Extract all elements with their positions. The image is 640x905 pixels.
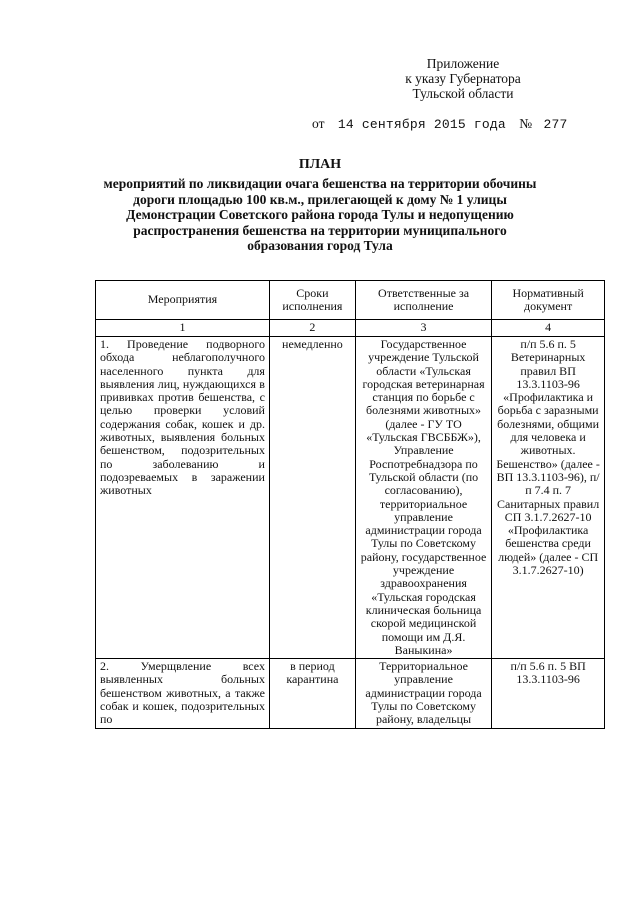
order-number-sign: № xyxy=(519,116,533,131)
column-number-row xyxy=(96,320,605,337)
order-number: 277 xyxy=(543,117,568,132)
column-number: 4 xyxy=(492,320,605,337)
table-row xyxy=(96,659,605,728)
table-header-row xyxy=(96,281,605,320)
appendix-block xyxy=(378,56,548,101)
row-responsible: Государственное учреждение Тульской области «Тульская городская ветеринарная станция по борьбе с болезнями животных» (далее - ГУ ТО «Тульская ГВСББЖ»), Управление Роспотребнадзора по Тульской области (по согласованию), территориальное управление администрации города Тулы по Советскому району, государственное учреждение здравоохранения «Тульская городская клиническая больница скорой медицинской помощи им Д.Я. Ваныкина» xyxy=(355,337,491,659)
row-term: немедленно xyxy=(269,337,355,659)
header-document: Нормативный документ xyxy=(492,281,605,320)
row-measure: 2. Умерщвление всех выявленных больных бешенством животных, а также собак и кошек, подозрительных по xyxy=(96,659,270,728)
plan-subtitle: мероприятий по ликвидации очага бешенства на территории обочины дороги площадью 100 кв.м., прилегающей к дому № 1 улицы Демонстрации Советского района города Тулы и недопущению распространения бешенства на территории муниципального образования город Тула xyxy=(103,176,537,254)
order-prefix: от xyxy=(312,116,325,131)
header-terms: Сроки исполнения xyxy=(269,281,355,320)
column-number: 2 xyxy=(269,320,355,337)
row-document: п/п 5.6 п. 5 ВП 13.3.1103-96 xyxy=(492,659,605,728)
appendix-line-2: к указу Губернатора xyxy=(405,71,521,86)
header-responsible: Ответственные за исполнение xyxy=(355,281,491,320)
appendix-line-1: Приложение xyxy=(426,56,500,71)
appendix-line-3: Тульской области xyxy=(412,86,514,101)
header-measures: Мероприятия xyxy=(96,281,270,320)
plan-title: ПЛАН xyxy=(298,157,342,172)
row-responsible: Территориальное управление администрации города Тулы по Советскому району, владельцы xyxy=(355,659,491,728)
row-term: в период карантина xyxy=(269,659,355,728)
plan-table xyxy=(95,280,605,729)
row-measure: 1. Проведение подворного обхода неблагополучного населенного пункта для выявления лиц, нуждающихся в прививках против бешенства, с целью проверки условий содержания собак, кошек и др. животных, выявления больных бешенством, подозрительных по заболеванию и подозреваемых в заражении животных xyxy=(96,337,270,659)
order-reference xyxy=(312,116,578,132)
table-row xyxy=(96,337,605,659)
column-number: 1 xyxy=(96,320,270,337)
order-date: 14 сентября 2015 года xyxy=(337,117,506,132)
column-number: 3 xyxy=(355,320,491,337)
row-document: п/п 5.6 п. 5 Ветеринарных правил ВП 13.3.1103-96 «Профилактика и борьба с заразными болезнями, общими для человека и животных. Бешенство» (далее - ВП 13.3.1103-96), п/п 7.4 п. 7 Санитарных правил СП 3.1.7.2627-10 «Профилактика бешенства среди людей» (далее - СП 3.1.7.2627-10) xyxy=(492,337,605,659)
